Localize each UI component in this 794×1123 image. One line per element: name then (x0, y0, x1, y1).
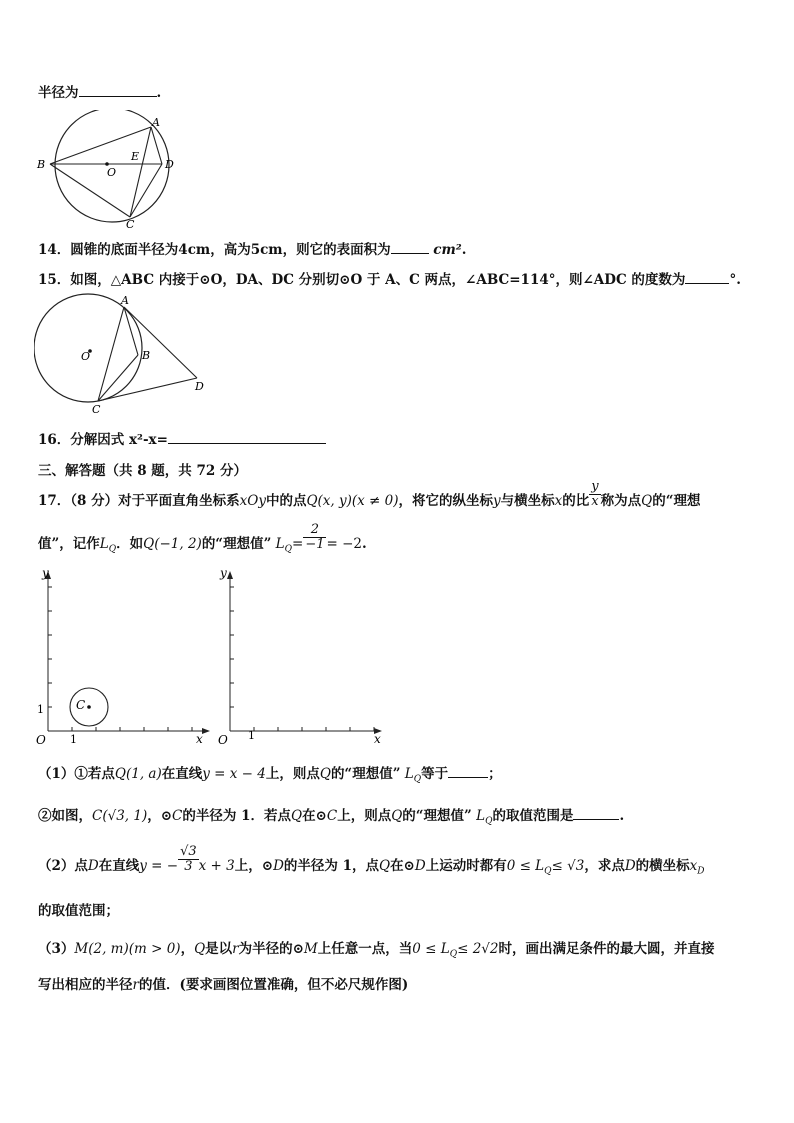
origin-label: O (218, 733, 228, 747)
answer-blank (573, 806, 619, 820)
label-c: C (126, 218, 135, 231)
x-label: x (196, 732, 203, 746)
label-b: B (37, 158, 46, 171)
tick-label-y1: 1 (37, 703, 44, 716)
chord-ad (151, 127, 162, 164)
figure-15-circle (34, 292, 214, 417)
fraction-slope: $\frac{√3}{3}$ (180, 844, 197, 874)
q15-text: 如图，△ABC 内接于⊙O，DA、DC 分别切⊙O 于 A、C 两点，∠ABC=114°，则∠ADC 的度数为 (70, 272, 686, 288)
q16-text: 分解因式 x²-x= (70, 432, 168, 448)
q14-line: 14．圆锥的底面半径为4cm，高为5cm，则它的表面积为 cm². (38, 242, 467, 258)
p1a-line: （1）①若点Q(1, a)在直线y = x − 4上，则点Q的“理想值” $L_Q$等于 ； (38, 766, 502, 785)
graph-right (210, 563, 395, 748)
label-b: B (142, 349, 151, 362)
q14-text: 圆锥的底面半径为4cm，高为5cm，则它的表面积为 (70, 242, 391, 258)
q16-line: 16．分解因式 x²-x= (38, 430, 326, 449)
p2b-line: 的取值范围； (38, 903, 119, 919)
p1b-line: ②如图，C(√3, 1)，⊙C的半径为 1．若点Q在⊙C上，则点Q的“理想值” $L_Q$的取值范围是 . (38, 808, 625, 827)
axis-ticks (230, 587, 374, 731)
answer-blank (79, 83, 157, 97)
q17-line2: 值”，记作$L_Q$．如Q(−1, 2)的“理想值” $L_Q=$ $\frac{2}{-1}$ = −2. (38, 522, 367, 555)
fraction-y-over-x: $\frac{y}{x}$ (591, 479, 599, 509)
label-a: A (152, 116, 160, 129)
tick-label-x1: 1 (248, 729, 255, 742)
y-label: y (220, 566, 227, 580)
label-d: D (195, 380, 204, 393)
q13-line: 半径为 . (38, 85, 162, 101)
y-arrow (227, 571, 233, 579)
figure-13-circle (34, 110, 184, 234)
chord-ac (98, 307, 124, 401)
graph-left (30, 563, 215, 748)
label-c: C (92, 403, 101, 416)
label-c: C (76, 698, 86, 712)
chord-bc (50, 164, 130, 217)
x-arrow (202, 728, 210, 734)
chord-dc (130, 164, 162, 217)
q15-line: 15．如图，△ABC 内接于⊙O，DA、DC 分别切⊙O 于 A、C 两点，∠ABC=114°，则∠ADC 的度数为 °. (38, 272, 741, 288)
section-title: 三、解答题（共 8 题，共 72 分） (38, 463, 247, 479)
tick-label-x1: 1 (70, 733, 77, 746)
p2-line: （2）点D在直线y = − $\frac{√3}{3}$ x + 3上，⊙D的半径为 1，点Q在⊙D上运动时都有$0 \le L_Q\le √3$，求点D的横坐标$x_D$ (38, 844, 705, 877)
answer-blank (391, 240, 429, 254)
label-o: O (107, 166, 117, 179)
circle-o (34, 294, 142, 402)
p3-line: （3）M(2, m)(m > 0)，Q是以r为半径的⊙M上任意一点，当$0 \le L_Q\le 2√2$时，画出满足条件的最大圆，并直接 (38, 941, 715, 960)
answer-blank (448, 764, 488, 778)
origin-label: O (36, 733, 46, 747)
answer-blank (685, 270, 729, 284)
label-e: E (131, 150, 140, 163)
answer-blank (168, 430, 326, 444)
label-d: D (165, 158, 174, 171)
q13-text: 半径为 (38, 85, 79, 101)
center-c-dot (87, 705, 91, 709)
tangent-da (124, 307, 197, 378)
x-label: x (374, 732, 381, 746)
q17-line1: 17．（8 分）对于平面直角坐标系xOy中的点Q(x, y)(x ≠ 0)，将它的纵坐标y与横坐标x的比 $\frac{y}{x}$ 称为点Q的“理想 (38, 479, 701, 509)
label-o: O (81, 350, 91, 363)
chord-ac (130, 127, 151, 217)
y-label: y (42, 566, 49, 580)
fraction-example: $\frac{2}{-1}$ (305, 522, 325, 552)
tangent-dc (98, 378, 197, 401)
p3b-line: 写出相应的半径r的值．(要求画图位置准确，但不必尺规作图) (38, 977, 409, 993)
label-a: A (121, 294, 129, 307)
